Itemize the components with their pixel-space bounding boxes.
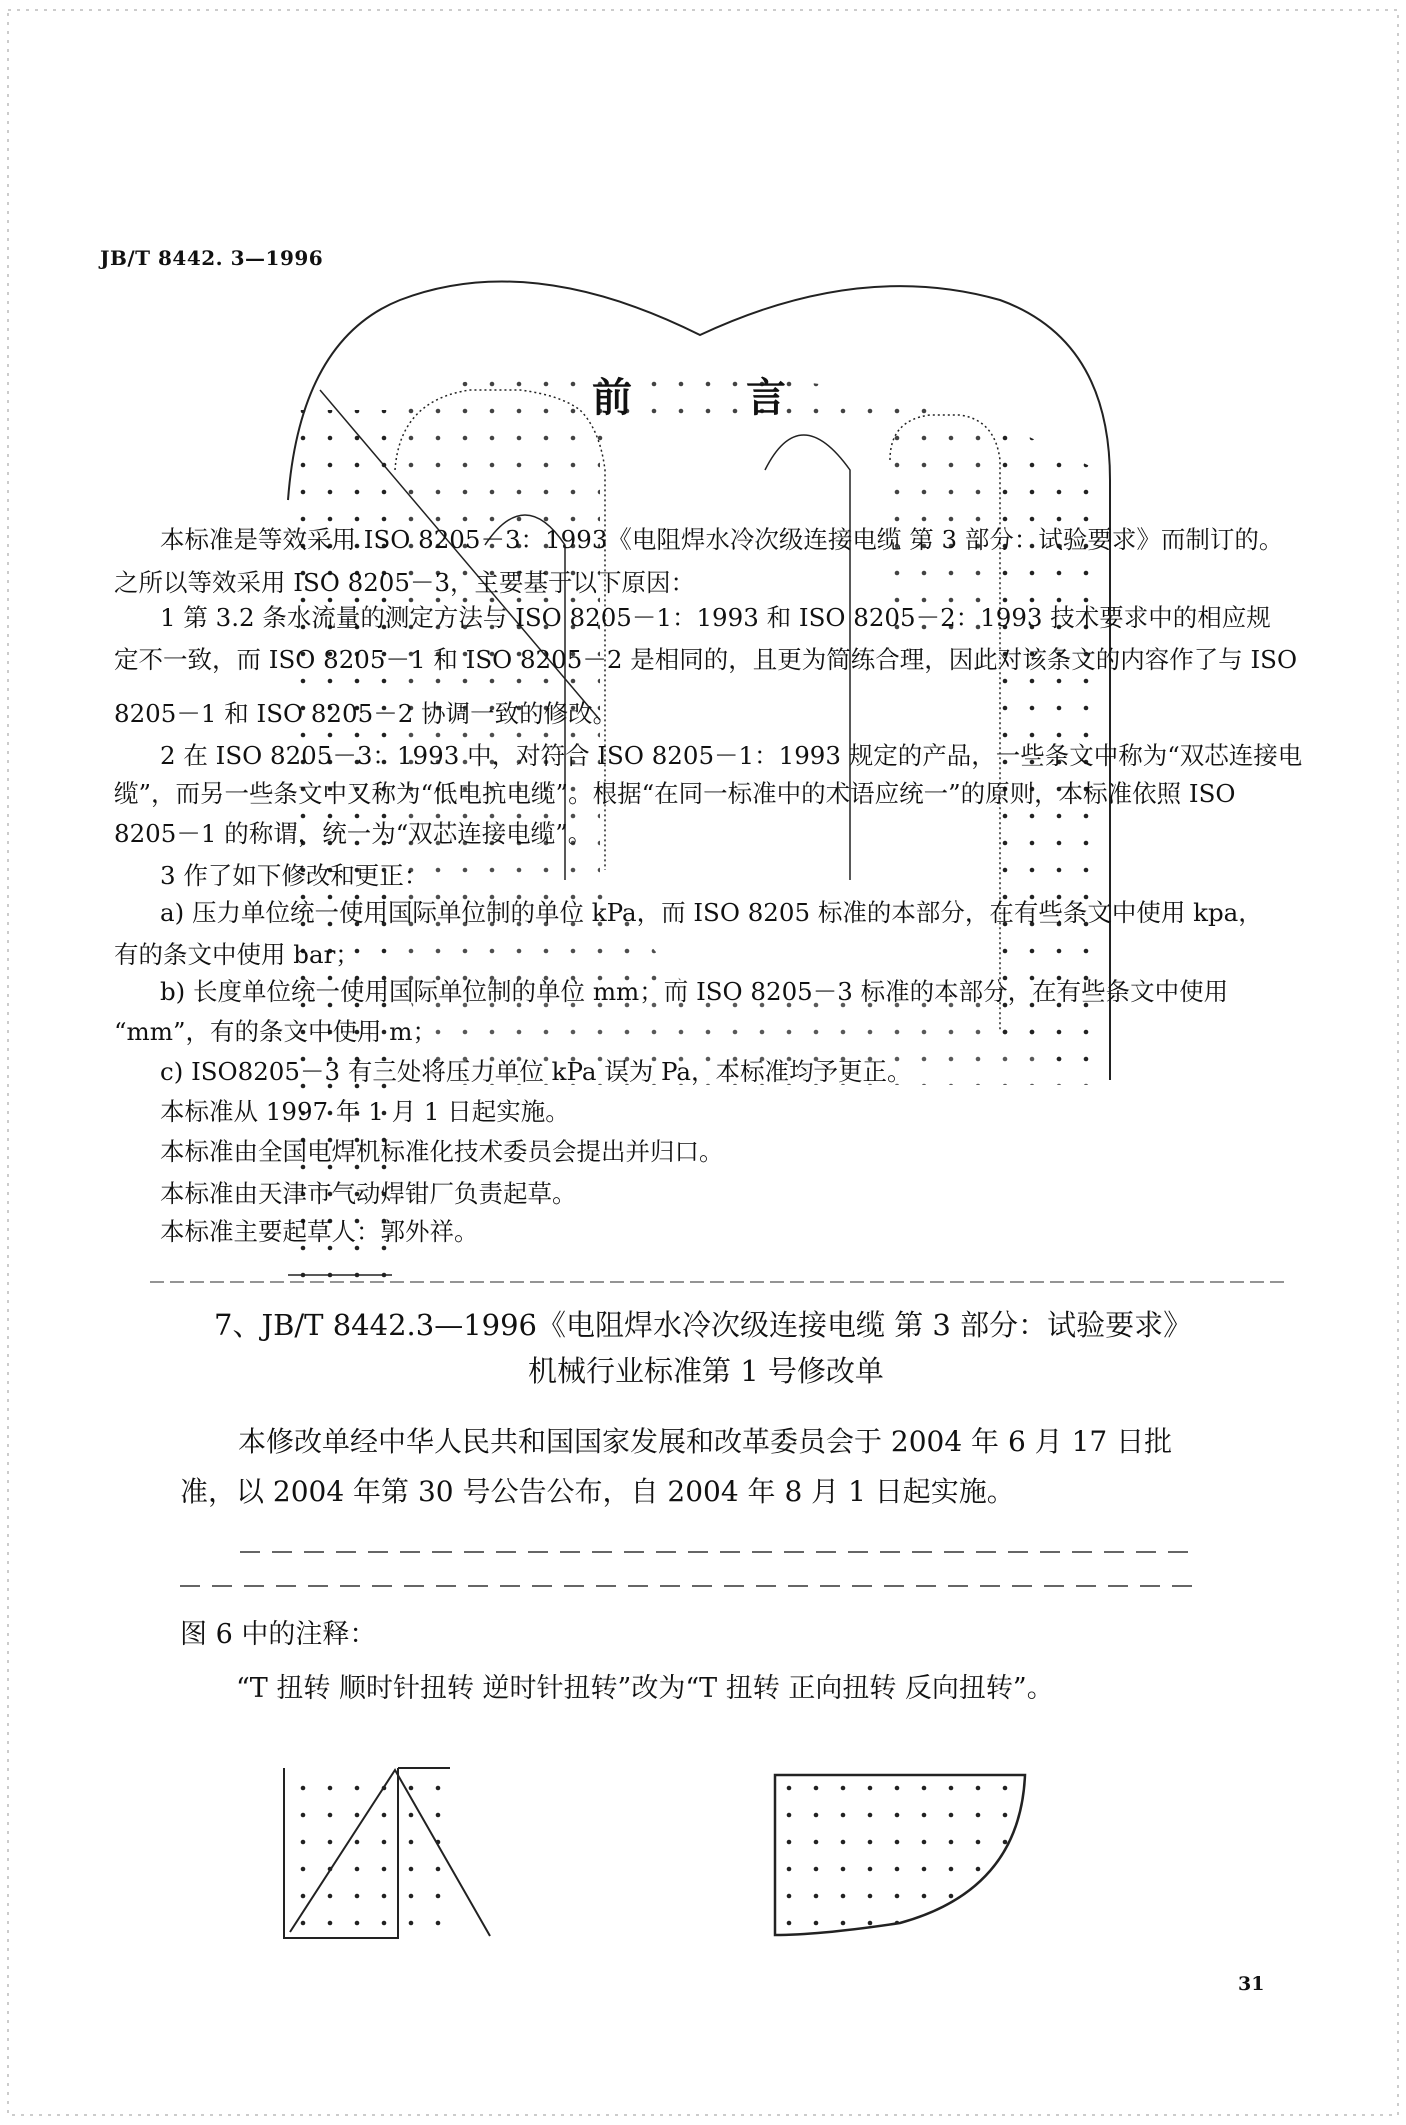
amendment-paragraph-line-1: 本修改单经中华人民共和国国家发展和改革委员会于 2004 年 6 月 17 日批 bbox=[238, 1425, 1173, 1458]
foreword-line-5: 8205－1 和 ISO 8205－2 协调一致的修改。 bbox=[114, 699, 618, 728]
amendment-heading-line-2: 机械行业标准第 1 号修改单 bbox=[528, 1354, 884, 1388]
foreword-item-b-line-2: “mm”，有的条文中使用 m； bbox=[114, 1017, 438, 1046]
foreword-item-c: c) ISO8205－3 有三处将压力单位 kPa 误为 Pa，本标准均予更正。 bbox=[160, 1057, 912, 1086]
foreword-drafting-unit: 本标准由天津市气动焊钳厂负责起草。 bbox=[160, 1179, 577, 1208]
foreword-line-6: 2 在 ISO 8205－3：1993 中，对符合 ISO 8205－1：1993 规定的产品，一些条文中称为“双芯连接电 bbox=[160, 741, 1303, 770]
foreword-effective-date: 本标准从 1997 年 1 月 1 日起实施。 bbox=[160, 1097, 570, 1126]
foreword-line-4: 定不一致，而 ISO 8205－1 和 ISO 8205－2 是相同的，且更为简练合理，因此对该条文的内容作了与 ISO bbox=[114, 645, 1298, 674]
amendment-paragraph-line-2: 准，以 2004 年第 30 号公告公布，自 2004 年 8 月 1 日起实施。 bbox=[180, 1475, 1015, 1508]
foreword-title-char-2: 言 bbox=[746, 374, 786, 421]
foreword-line-7: 缆”，而另一些条文中又称为“低电抗电缆”。根据“在同一标准中的术语应统一”的原则，本标准依照 ISO bbox=[114, 779, 1236, 808]
foreword-item-a-line-1: a) 压力单位统一使用国际单位制的单位 kPa，而 ISO 8205 标准的本部分，在有些条文中使用 kpa， bbox=[160, 898, 1263, 927]
foreword-line-1: 本标准是等效采用 ISO 8205－3：1993《电阻焊水冷次级连接电缆 第 3 部分：试验要求》而制订的。 bbox=[160, 525, 1284, 554]
foreword-title-char-1: 前 bbox=[592, 374, 632, 421]
foreword-line-3: 1 第 3.2 条水流量的测定方法与 ISO 8205－1：1993 和 ISO 8205－2：1993 技术要求中的相应规 bbox=[160, 603, 1271, 632]
figure-note-label: 图 6 中的注释： bbox=[180, 1619, 377, 1650]
page-number: 31 bbox=[1238, 1973, 1265, 1995]
amendment-heading-line-1: 7、JB/T 8442.3—1996《电阻焊水冷次级连接电缆 第 3 部分：试验要求》 bbox=[214, 1308, 1193, 1342]
foreword-item-a-line-2: 有的条文中使用 bar； bbox=[114, 940, 360, 969]
foreword-line-8: 8205－1 的称谓，统一为“双芯连接电缆”。 bbox=[114, 819, 593, 848]
foreword-item-b-line-1: b) 长度单位统一使用国际单位制的单位 mm；而 ISO 8205－3 标准的本部分，在有些条文中使用 bbox=[160, 977, 1229, 1006]
foreword-drafter: 本标准主要起草人：郭外祥。 bbox=[160, 1217, 479, 1246]
foreword-line-2: 之所以等效采用 ISO 8205－3，主要基于以下原因： bbox=[114, 568, 696, 597]
figure-note-change: “T 扭转 顺时针扭转 逆时针扭转”改为“T 扭转 正向扭转 反向扭转”。 bbox=[236, 1673, 1054, 1704]
foreword-proposer: 本标准由全国电焊机标准化技术委员会提出并归口。 bbox=[160, 1137, 724, 1166]
foreword-line-9: 3 作了如下修改和更正： bbox=[160, 861, 429, 890]
standard-code-header: JB/T 8442. 3—1996 bbox=[100, 246, 324, 270]
